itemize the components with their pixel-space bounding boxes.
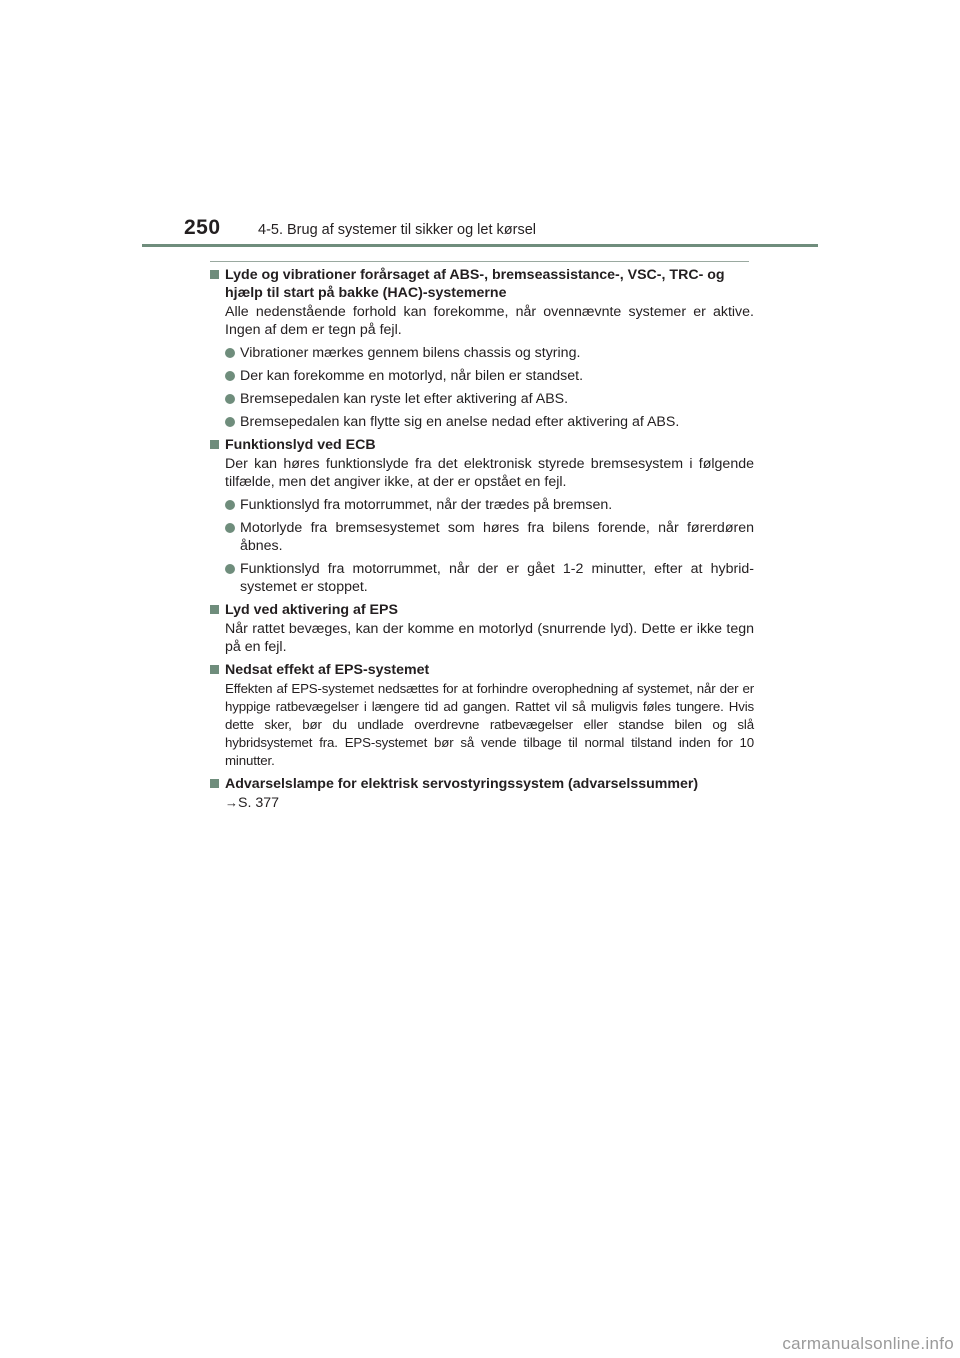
bullet-list [210,344,754,431]
round-bullet-icon [225,417,235,427]
section-text: Der kan høres funktionslyde fra det elektronisk styrede bremsesystem i følgende tilfælde, men det angiver ikke, at der er opstået en fejl. [225,456,754,490]
section-heading-text: Nedsat effekt af EPS-systemet [225,662,430,678]
round-bullet-icon [225,564,235,574]
list-item-text: Funktionslyd fra motorrummet, når der trædes på bremsen. [240,497,613,513]
section-heading [210,436,754,454]
list-item-text: Der kan forekomme en motorlyd, når bilen er standset. [240,368,584,384]
section-text: Alle nedenstående forhold kan forekomme, når ovennævnte systemer er aktive. Ingen af dem er tegn på fejl. [225,304,754,338]
section-ecb-sounds [210,436,754,596]
watermark: carmanualsonline.info [782,1334,954,1353]
section-abs-sounds [210,266,754,431]
section-heading [210,266,754,302]
list-item [210,367,754,385]
section-heading-text: Lyd ved aktivering af EPS [225,602,398,618]
section-heading [210,601,754,619]
page-reference-link[interactable]: S. 377 [238,795,280,811]
list-item-text: Funktionslyd fra motorrummet, når der er gået 1-2 minutter, efter at hybrid-systemet er stoppet. [240,561,754,595]
list-item-text: Motorlyde fra bremsesystemet som høres fra bilens forende, når førerdøren åbnes. [240,520,754,554]
round-bullet-icon [225,500,235,510]
header-rule [142,244,818,247]
section-heading [210,661,754,679]
list-item-text: Bremsepedalen kan flytte sig en anelse nedad efter aktivering af ABS. [240,414,680,430]
section-eps-warning [210,775,754,812]
section-eps-reduced [210,661,754,770]
list-item [210,560,754,596]
square-bullet-icon [210,605,219,614]
list-item [210,519,754,555]
section-rule [210,261,749,262]
section-heading [210,775,754,793]
round-bullet-icon [225,348,235,358]
section-heading-text: Lyde og vibrationer forårsaget af ABS-, bremseassistance-, VSC-, TRC- og hjælp til start på bakke (HAC)-systemerne [225,267,725,301]
page-number: 250 [184,216,221,239]
page-content [210,266,754,817]
round-bullet-icon [225,371,235,381]
list-item [210,344,754,362]
section-text: Når rattet bevæges, kan der komme en motorlyd (snurrende lyd). Dette er ikke tegn på en fejl. [225,621,754,655]
square-bullet-icon [210,665,219,674]
square-bullet-icon [210,779,219,788]
page-reference [210,794,754,812]
list-item-text: Vibrationer mærkes gennem bilens chassis og styring. [240,345,581,361]
list-item [210,413,754,431]
list-item [210,390,754,408]
section-heading-text: Advarselslampe for elektrisk servostyringssystem (advarselssummer) [225,776,699,792]
chapter-title: 4-5. Brug af systemer til sikker og let kørsel [258,222,536,238]
list-item [210,496,754,514]
list-item-text: Bremsepedalen kan ryste let efter aktivering af ABS. [240,391,569,407]
square-bullet-icon [210,270,219,279]
square-bullet-icon [210,440,219,449]
section-heading-text: Funktionslyd ved ECB [225,437,376,453]
arrow-right-icon: → [225,795,238,810]
round-bullet-icon [225,523,235,533]
section-text: Effekten af EPS-systemet nedsættes for at forhindre overophedning af systemet, når der er hyppige ratbevægelser i længere tid ad gangen. Rattet vil så muligvis føles tungere. Hvis dette sker, bør du undlade overdrevne ratbevægelser eller standse bilen og slå hybridsystemet fra. EPS-systemet bør så vende tilbage til normal tilstand inden for 10 minutter. [225,681,754,768]
bullet-list [210,496,754,596]
section-eps-sound [210,601,754,656]
round-bullet-icon [225,394,235,404]
